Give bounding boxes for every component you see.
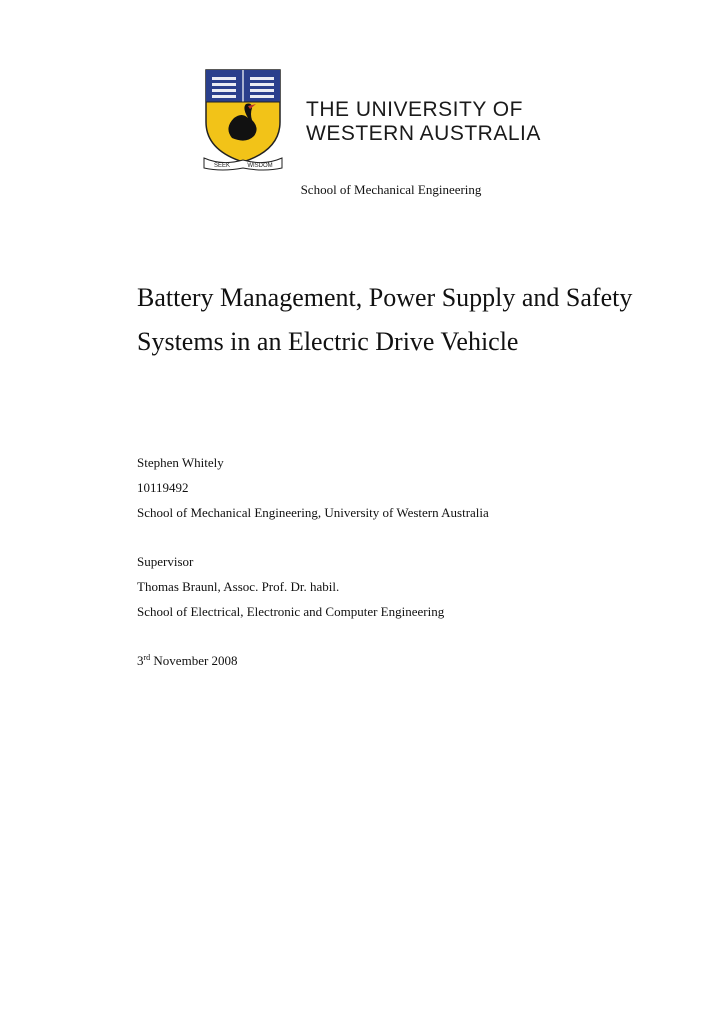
school-header — [0, 182, 716, 198]
university-crest-logo — [202, 68, 284, 172]
thesis-title-line-2: Systems in an Electric Drive Vehicle — [137, 327, 519, 356]
student-id: 10119492 — [137, 480, 189, 495]
submission-date — [137, 648, 238, 673]
author-name: Stephen Whitely — [137, 455, 224, 470]
school-header-text: School of Mechanical Engineering — [300, 182, 482, 197]
supervisor-affiliation: School of Electrical, Electronic and Computer Engineering — [137, 604, 445, 619]
wordmark-line-1: THE UNIVERSITY OF — [306, 98, 523, 121]
author-affiliation: School of Mechanical Engineering, University of Western Australia — [137, 505, 489, 520]
svg-text:WISDOM: WISDOM — [247, 163, 273, 169]
date-day: 3 — [137, 653, 144, 668]
supervisor-block — [137, 549, 444, 624]
university-wordmark — [306, 98, 546, 146]
thesis-title — [137, 276, 697, 364]
wordmark-line-2: WESTERN AUSTRALIA — [306, 122, 541, 145]
date-rest: November 2008 — [150, 653, 238, 668]
svg-text:SEEK: SEEK — [213, 163, 231, 169]
author-block — [137, 450, 489, 525]
thesis-title-line-1: Battery Management, Power Supply and Safety — [137, 283, 633, 312]
date-suffix: rd — [143, 653, 151, 662]
supervisor-name: Thomas Braunl, Assoc. Prof. Dr. habil. — [137, 579, 340, 594]
supervisor-heading: Supervisor — [137, 554, 194, 569]
